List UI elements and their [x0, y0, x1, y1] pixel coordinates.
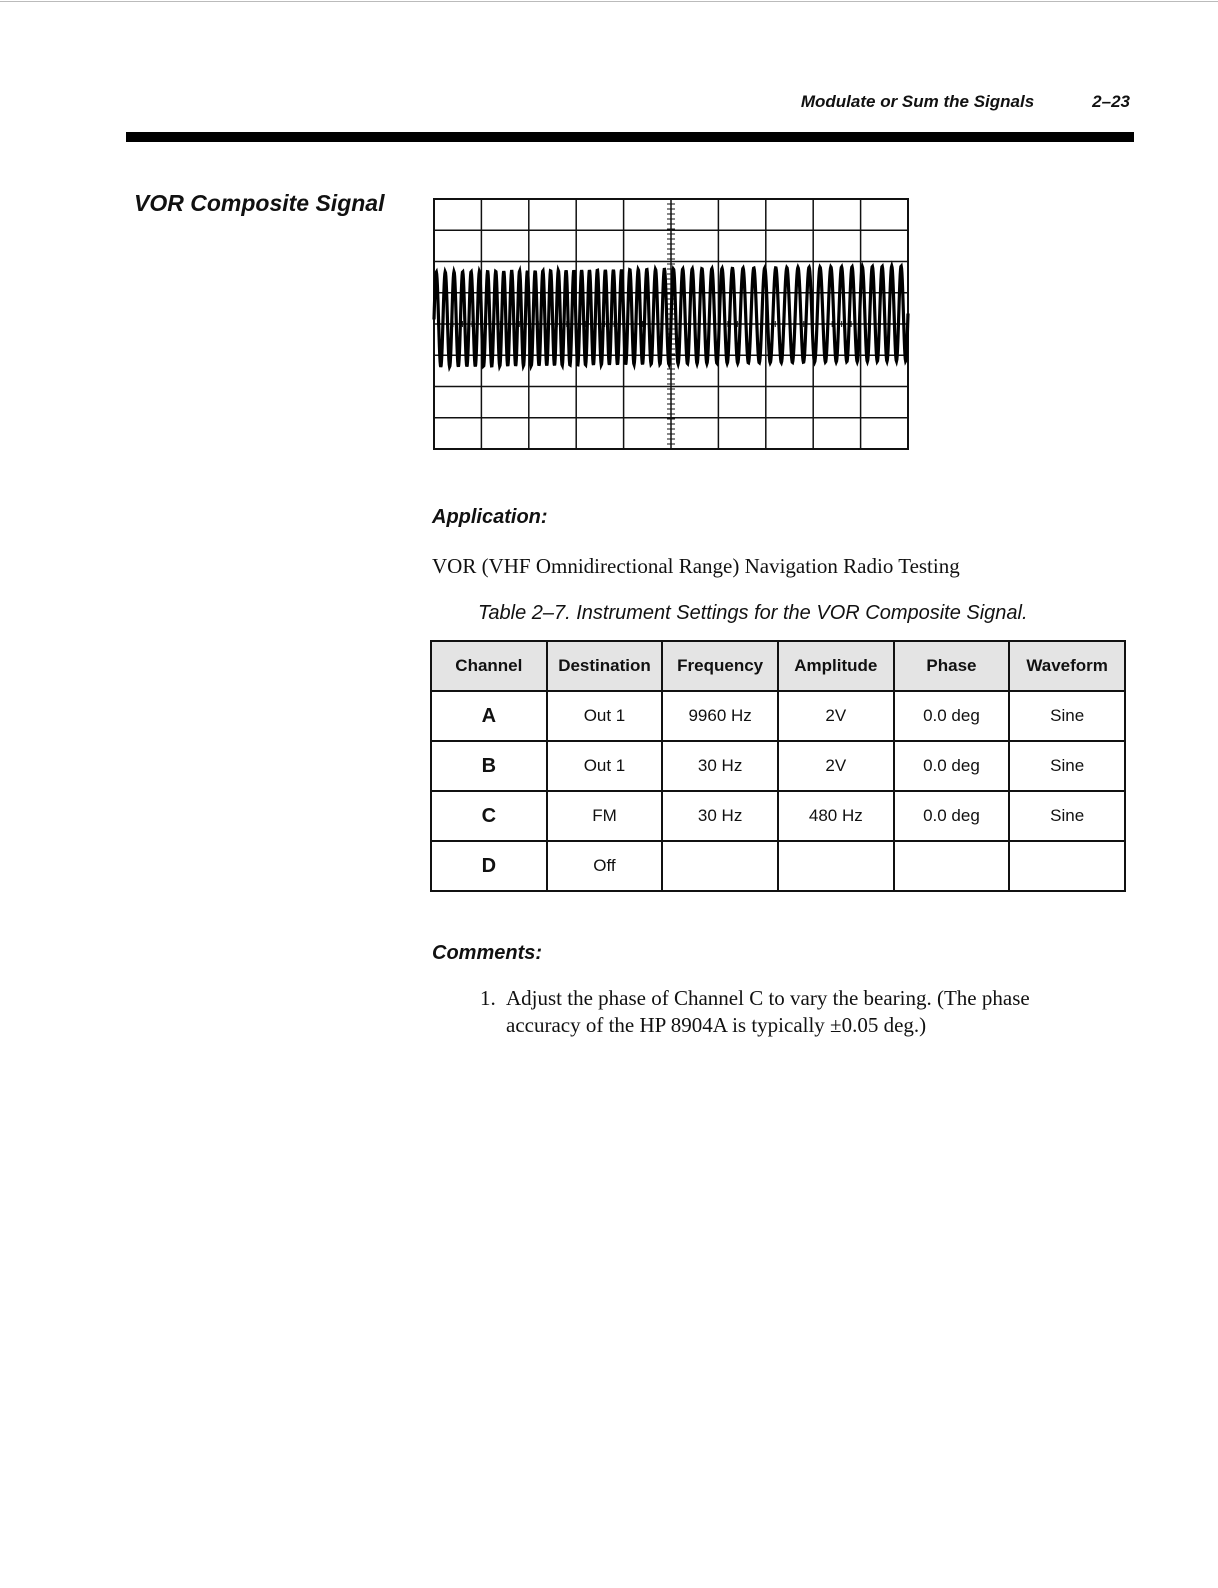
cell-frequency: 9960 Hz — [662, 691, 778, 741]
cell-phase: 0.0 deg — [894, 691, 1010, 741]
cell-waveform: Sine — [1009, 791, 1125, 841]
cell-phase: 0.0 deg — [894, 741, 1010, 791]
cell-phase — [894, 841, 1010, 891]
cell-waveform: Sine — [1009, 691, 1125, 741]
header-phase: Phase — [894, 641, 1010, 691]
table-row — [431, 791, 1125, 841]
comments-heading: Comments: — [432, 942, 543, 964]
header-waveform: Waveform — [1009, 641, 1125, 691]
page-number: 2–23 — [1092, 92, 1130, 111]
header-channel: Channel — [431, 641, 547, 691]
cell-amplitude: 2V — [778, 691, 894, 741]
cell-channel: D — [431, 841, 547, 891]
comment-item — [480, 985, 1100, 1039]
table-header-row — [431, 641, 1125, 691]
header-frequency: Frequency — [662, 641, 778, 691]
cell-frequency: 30 Hz — [662, 741, 778, 791]
cell-frequency — [662, 841, 778, 891]
section-title: VOR Composite Signal — [134, 190, 385, 216]
cell-phase: 0.0 deg — [894, 791, 1010, 841]
cell-frequency: 30 Hz — [662, 791, 778, 841]
cell-destination: Out 1 — [547, 691, 663, 741]
header-destination: Destination — [547, 641, 663, 691]
instrument-settings-table — [430, 640, 1126, 892]
page-top-edge — [0, 1, 1218, 2]
oscilloscope-display — [432, 197, 910, 456]
application-text: VOR (VHF Omnidirectional Range) Navigation Radio Testing — [432, 554, 960, 578]
table-row — [431, 841, 1125, 891]
cell-destination: Out 1 — [547, 741, 663, 791]
table-row — [431, 691, 1125, 741]
table-row — [431, 741, 1125, 791]
cell-destination: FM — [547, 791, 663, 841]
comment-number: 1. — [480, 986, 496, 1010]
comment-text: Adjust the phase of Channel C to vary the bearing. (The phase accuracy of the HP 8904A is typically ±0.05 deg.) — [506, 986, 1030, 1037]
cell-amplitude — [778, 841, 894, 891]
application-heading: Application: — [432, 506, 548, 528]
cell-channel: A — [431, 691, 547, 741]
running-header — [801, 92, 1130, 112]
cell-channel: B — [431, 741, 547, 791]
cell-waveform — [1009, 841, 1125, 891]
header-rule — [126, 132, 1134, 142]
cell-amplitude: 2V — [778, 741, 894, 791]
cell-waveform: Sine — [1009, 741, 1125, 791]
header-amplitude: Amplitude — [778, 641, 894, 691]
running-title: Modulate or Sum the Signals — [800, 92, 1035, 111]
oscilloscope-graticule-waveform — [432, 197, 910, 451]
cell-destination: Off — [547, 841, 663, 891]
table-caption: Table 2–7. Instrument Settings for the VOR Composite Signal. — [478, 602, 1028, 624]
cell-amplitude: 480 Hz — [778, 791, 894, 841]
cell-channel: C — [431, 791, 547, 841]
